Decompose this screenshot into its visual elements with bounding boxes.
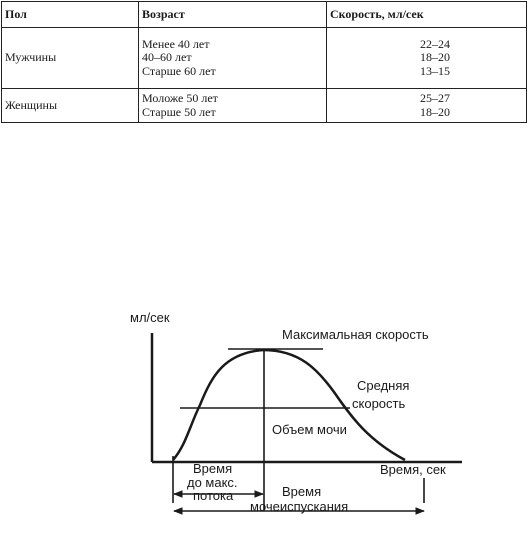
rate-value: 25–27: [420, 91, 450, 105]
avg-flow-label: Средняя: [357, 378, 410, 393]
time-to-max-label: до макс.: [187, 475, 238, 490]
header-age: Возраст: [139, 2, 327, 28]
age-value: Моложе 50 лет: [142, 91, 218, 105]
rate-value: 22–24: [420, 36, 450, 51]
rate-value: 18–20: [420, 104, 450, 119]
age-value: Старше 50 лет: [142, 104, 216, 119]
time-to-max-label: Время: [193, 461, 233, 476]
avg-flow-label: скорость: [352, 396, 406, 411]
y-axis-label: мл/сек: [130, 310, 170, 325]
cell-sex-men: Мужчины: [2, 28, 139, 89]
age-value: Менее 40 лет: [142, 36, 210, 51]
x-axis-label: Время, сек: [380, 462, 446, 477]
cell-sex-women: Женщины: [2, 89, 139, 123]
header-rate: Скорость, мл/сек: [327, 2, 527, 28]
age-value: 40–60 лет: [142, 50, 192, 65]
age-value: Старше 60 лет: [142, 63, 216, 78]
rate-value: 18–20: [420, 50, 450, 65]
max-flow-label: Максимальная скорость: [282, 327, 429, 342]
time-to-max-label: потока: [193, 488, 234, 503]
voiding-time-label: Время: [282, 484, 322, 499]
volume-label: Объем мочи: [272, 422, 347, 437]
header-sex: Пол: [2, 2, 139, 28]
voiding-time-label: мочеиспускания: [250, 499, 349, 514]
rate-value: 13–15: [420, 63, 450, 78]
